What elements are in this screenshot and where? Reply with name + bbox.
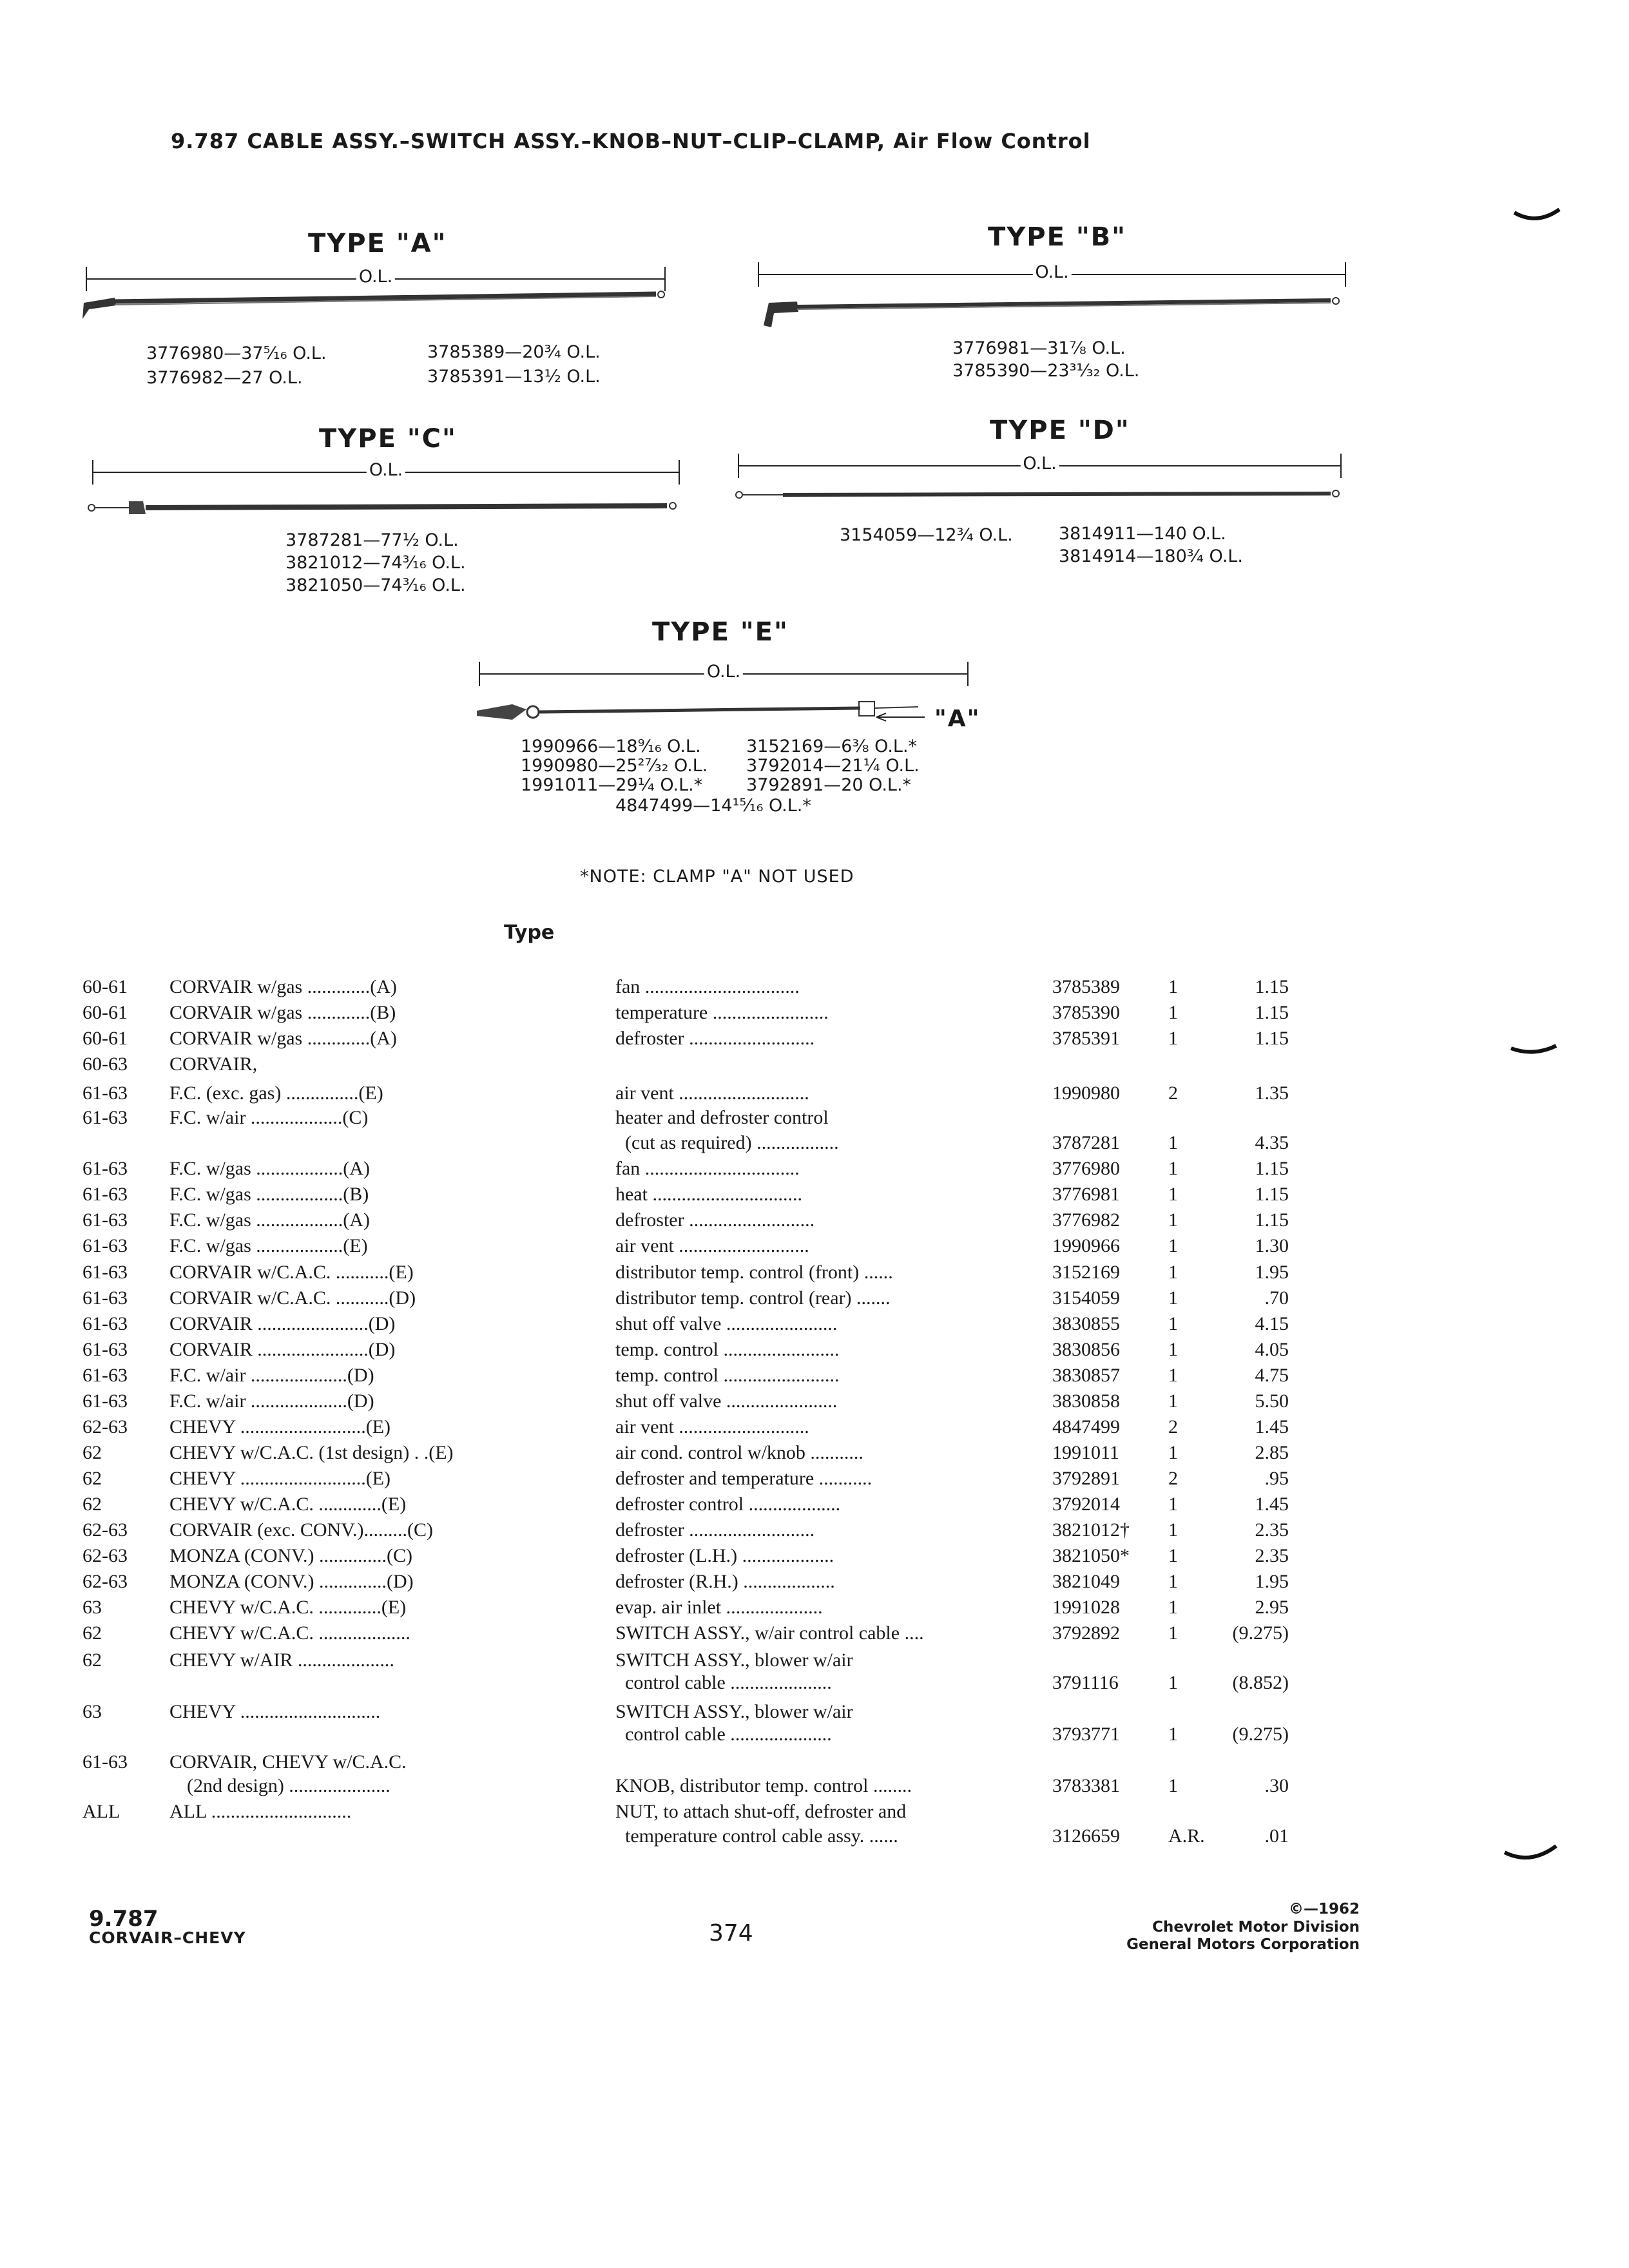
type-c-cable-illustration — [84, 490, 689, 522]
type-a-caption-3: 3785389—20¾ O.L. — [427, 342, 601, 362]
type-d-caption-1: 3154059—12¾ O.L. — [840, 525, 1013, 545]
row-description: defroster control ................... — [615, 1494, 841, 1515]
row-part-number: 3792891 — [1052, 1468, 1120, 1489]
row-quantity: 1 — [1168, 1365, 1178, 1386]
row-description: defroster .......................... — [615, 1519, 815, 1541]
row-year: 61-63 — [82, 1158, 128, 1179]
row-application: CHEVY w/C.A.C. (1st design) . .(E) — [169, 1442, 454, 1463]
row-quantity: 1 — [1168, 1597, 1178, 1618]
row-year: 61-63 — [82, 1235, 128, 1256]
type-a-ol-label: O.L. — [356, 267, 395, 287]
row-description: air vent ........................... — [615, 1416, 809, 1437]
row-part-number: 1991028 — [1052, 1597, 1120, 1618]
type-e-caption-4: 3152169—6⅜ O.L.* — [746, 736, 918, 756]
row-quantity: 1 — [1168, 1519, 1178, 1541]
row-part-number: 3792892 — [1052, 1622, 1120, 1644]
row-year: 61-63 — [82, 1390, 128, 1412]
section-title: 9.787 CABLE ASSY.–SWITCH ASSY.–KNOB–NUT–CLIP–CLAMP, Air Flow Control — [171, 129, 1091, 153]
row-description: fan ................................ — [615, 976, 800, 997]
row-application: CHEVY w/C.A.C. ................... — [169, 1622, 410, 1644]
row-description: temp. control ........................ — [615, 1365, 840, 1386]
row-description: SWITCH ASSY., blower w/air — [615, 1649, 853, 1671]
row-price: 4.05 — [1255, 1339, 1289, 1360]
row-price: 2.95 — [1255, 1597, 1289, 1618]
row-year: 62-63 — [82, 1571, 128, 1592]
type-c-caption-2: 3821012—74³⁄₁₆ O.L. — [285, 553, 466, 573]
type-b-cable-illustration — [751, 284, 1350, 335]
row-part-number: 3787281 — [1052, 1132, 1120, 1153]
row-application: CHEVY w/C.A.C. .............(E) — [169, 1494, 407, 1515]
row-part-number: 3830856 — [1052, 1339, 1120, 1360]
row-description: shut off valve ....................... — [615, 1390, 838, 1412]
type-e-caption-6: 3792891—20 O.L.* — [746, 775, 912, 795]
row-application: CORVAIR w/gas .............(A) — [169, 976, 397, 997]
type-b-caption-1: 3776981—31⅞ O.L. — [952, 338, 1126, 358]
row-part-number: 1990966 — [1052, 1235, 1120, 1256]
row-price: 1.45 — [1255, 1416, 1289, 1437]
row-quantity: 1 — [1168, 1724, 1178, 1745]
type-e-caption-3: 1991011—29¼ O.L.* — [521, 775, 703, 795]
row-quantity: 1 — [1168, 1235, 1178, 1256]
row-year: 60-61 — [82, 1002, 128, 1023]
row-part-number: 3792014 — [1052, 1494, 1120, 1515]
row-year: 62 — [82, 1494, 102, 1515]
row-part-number: 3821049 — [1052, 1571, 1120, 1592]
row-description: distributor temp. control (front) ...... — [615, 1262, 893, 1283]
row-year: 61-63 — [82, 1184, 128, 1205]
row-year: 62 — [82, 1622, 102, 1644]
row-description: air cond. control w/knob ........... — [615, 1442, 863, 1463]
row-quantity: 1 — [1168, 1442, 1178, 1463]
row-application: MONZA (CONV.) ..............(D) — [169, 1571, 414, 1592]
row-application: CORVAIR w/C.A.C. ...........(E) — [169, 1262, 414, 1283]
footer-section-number: 9.787 — [89, 1906, 159, 1932]
row-year: 63 — [82, 1597, 102, 1618]
type-c-ol-label: O.L. — [367, 460, 405, 480]
row-application: CHEVY ..........................(E) — [169, 1416, 391, 1437]
row-quantity: 1 — [1168, 1622, 1178, 1644]
row-year: 61-63 — [82, 1287, 128, 1309]
footer-corporation: General Motors Corporation — [1126, 1936, 1360, 1953]
row-application: CORVAIR w/gas .............(B) — [169, 1002, 396, 1023]
row-year: 62-63 — [82, 1545, 128, 1566]
row-description: defroster (R.H.) ................... — [615, 1571, 835, 1592]
row-quantity: 1 — [1168, 1672, 1178, 1693]
row-part-number: 3791116 — [1052, 1672, 1119, 1693]
type-d-dimension — [738, 452, 1342, 478]
row-quantity: 1 — [1168, 1287, 1178, 1309]
page-number: 374 — [709, 1920, 753, 1946]
row-application: CHEVY ............................. — [169, 1701, 381, 1722]
row-year: 61-63 — [82, 1107, 128, 1128]
row-quantity: 1 — [1168, 1158, 1178, 1179]
type-b-ol-label: O.L. — [1032, 262, 1071, 282]
row-description: heater and defroster control — [615, 1107, 829, 1128]
type-e-dimension — [479, 660, 969, 686]
row-quantity: 1 — [1168, 1262, 1178, 1283]
row-year: 61-63 — [82, 1339, 128, 1360]
row-part-number: 3785391 — [1052, 1028, 1120, 1049]
row-application: F.C. w/air ....................(D) — [169, 1365, 374, 1386]
row-application: CORVAIR w/C.A.C. ...........(D) — [169, 1287, 416, 1309]
row-part-number: 3830858 — [1052, 1390, 1120, 1412]
row-description: evap. air inlet .................... — [615, 1597, 823, 1618]
row-year: 60-63 — [82, 1053, 128, 1075]
row-year: 61-63 — [82, 1313, 128, 1334]
type-d-cable-illustration — [731, 483, 1350, 509]
row-quantity: 1 — [1168, 1028, 1178, 1049]
row-part-number: 3776981 — [1052, 1184, 1120, 1205]
row-price: 1.95 — [1255, 1571, 1289, 1592]
row-quantity: 1 — [1168, 1571, 1178, 1592]
row-description: temperature control cable assy. ...... — [625, 1825, 898, 1847]
type-b-caption-2: 3785390—23³¹⁄₃₂ O.L. — [952, 361, 1140, 381]
row-description: control cable ..................... — [625, 1672, 832, 1693]
row-part-number: 3821012† — [1052, 1519, 1130, 1541]
binding-mark-icon — [1508, 1041, 1559, 1066]
type-a-caption-4: 3785391—13½ O.L. — [427, 367, 601, 387]
type-e-caption-2: 1990980—25²⁷⁄₃₂ O.L. — [521, 756, 708, 776]
row-price: .01 — [1264, 1825, 1289, 1847]
row-price: .70 — [1264, 1287, 1289, 1309]
type-c-caption-1: 3787281—77½ O.L. — [285, 530, 459, 550]
row-price: 1.45 — [1255, 1494, 1289, 1515]
row-price: 1.35 — [1255, 1082, 1289, 1104]
row-price: 5.50 — [1255, 1390, 1289, 1412]
type-e-title: TYPE "E" — [652, 617, 789, 647]
row-quantity: 1 — [1168, 1545, 1178, 1566]
row-year: 62-63 — [82, 1519, 128, 1541]
row-description: control cable ..................... — [625, 1724, 832, 1745]
row-price: 2.85 — [1255, 1442, 1289, 1463]
clamp-note: *NOTE: CLAMP "A" NOT USED — [580, 867, 854, 887]
row-quantity: 1 — [1168, 1002, 1178, 1023]
row-price: (8.852) — [1232, 1672, 1289, 1693]
row-part-number: 4847499 — [1052, 1416, 1120, 1437]
row-application: F.C. w/gas ..................(A) — [169, 1158, 370, 1179]
type-e-ol-label: O.L. — [704, 662, 743, 682]
row-year: 61-63 — [82, 1082, 128, 1104]
type-b-dimension — [758, 261, 1346, 287]
type-d-title: TYPE "D" — [990, 416, 1130, 445]
type-c-title: TYPE "C" — [319, 424, 457, 454]
row-price: 2.35 — [1255, 1519, 1289, 1541]
row-description: defroster (L.H.) ................... — [615, 1545, 834, 1566]
row-year: ALL — [82, 1801, 120, 1822]
row-year: 61-63 — [82, 1209, 128, 1231]
row-description: SWITCH ASSY., blower w/air — [615, 1701, 853, 1722]
row-application: F.C. w/air ...................(C) — [169, 1107, 369, 1128]
type-a-caption-1: 3776980—37⁵⁄₁₆ O.L. — [146, 343, 327, 363]
row-quantity: 1 — [1168, 1184, 1178, 1205]
row-part-number: 1991011 — [1052, 1442, 1119, 1463]
row-part-number: 3154059 — [1052, 1287, 1120, 1309]
row-part-number: 3152169 — [1052, 1262, 1120, 1283]
row-application: F.C. (exc. gas) ...............(E) — [169, 1082, 383, 1104]
row-price: 1.30 — [1255, 1235, 1289, 1256]
row-quantity: 1 — [1168, 976, 1178, 997]
row-application: (2nd design) ..................... — [187, 1775, 390, 1796]
row-application: CORVAIR .......................(D) — [169, 1313, 396, 1334]
footer-model-line: CORVAIR–CHEVY — [89, 1928, 246, 1947]
row-application: ALL ............................. — [169, 1801, 352, 1822]
row-application: CORVAIR, CHEVY w/C.A.C. — [169, 1751, 407, 1773]
row-quantity: 2 — [1168, 1082, 1178, 1104]
row-description: shut off valve ....................... — [615, 1313, 838, 1334]
type-c-caption-3: 3821050—74³⁄₁₆ O.L. — [285, 575, 466, 595]
row-part-number: 3785389 — [1052, 976, 1120, 997]
row-description: SWITCH ASSY., w/air control cable .... — [615, 1622, 924, 1644]
row-application: CORVAIR .......................(D) — [169, 1339, 396, 1360]
row-price: 4.15 — [1255, 1313, 1289, 1334]
row-description: temp. control ........................ — [615, 1339, 840, 1360]
row-year: 62 — [82, 1468, 102, 1489]
row-description: distributor temp. control (rear) ....... — [615, 1287, 891, 1309]
row-price: 1.15 — [1255, 1158, 1289, 1179]
type-e-caption-5: 3792014—21¼ O.L. — [746, 756, 920, 776]
row-quantity: 1 — [1168, 1339, 1178, 1360]
row-year: 60-61 — [82, 1028, 128, 1049]
row-part-number: 1990980 — [1052, 1082, 1120, 1104]
row-year: 60-61 — [82, 976, 128, 997]
row-application: F.C. w/gas ..................(E) — [169, 1235, 368, 1256]
row-part-number: 3776982 — [1052, 1209, 1120, 1231]
row-description: NUT, to attach shut-off, defroster and — [615, 1801, 907, 1822]
footer-division: Chevrolet Motor Division — [1152, 1919, 1360, 1936]
row-year: 62 — [82, 1649, 102, 1671]
clamp-a-label: "A" — [934, 706, 981, 732]
row-price: (9.275) — [1232, 1724, 1289, 1745]
type-a-caption-2: 3776982—27 O.L. — [146, 368, 303, 388]
row-part-number: 3821050* — [1052, 1545, 1130, 1566]
row-application: CORVAIR (exc. CONV.).........(C) — [169, 1519, 433, 1541]
row-price: .95 — [1264, 1468, 1289, 1489]
row-year: 63 — [82, 1701, 102, 1722]
row-description: heat ............................... — [615, 1184, 802, 1205]
row-part-number: 3830855 — [1052, 1313, 1120, 1334]
type-a-title: TYPE "A" — [308, 229, 447, 258]
row-price: 1.15 — [1255, 1028, 1289, 1049]
row-application: CHEVY ..........................(E) — [169, 1468, 391, 1489]
row-description: fan ................................ — [615, 1158, 800, 1179]
row-quantity: 1 — [1168, 1390, 1178, 1412]
row-application: CHEVY w/C.A.C. .............(E) — [169, 1597, 407, 1618]
row-application: CHEVY w/AIR .................... — [169, 1649, 394, 1671]
row-price: 4.75 — [1255, 1365, 1289, 1386]
type-d-caption-2: 3814911—140 O.L. — [1059, 524, 1226, 544]
type-d-ol-label: O.L. — [1020, 454, 1059, 474]
row-price: (9.275) — [1232, 1622, 1289, 1644]
type-c-dimension — [92, 459, 680, 485]
row-description: defroster .......................... — [615, 1028, 815, 1049]
row-quantity: 2 — [1168, 1468, 1178, 1489]
row-description: air vent ........................... — [615, 1235, 809, 1256]
type-d-caption-3: 3814914—180¾ O.L. — [1059, 546, 1243, 566]
row-application: F.C. w/gas ..................(A) — [169, 1209, 370, 1231]
row-application: CORVAIR, — [169, 1053, 258, 1075]
binding-mark-icon — [1511, 206, 1563, 232]
row-application: MONZA (CONV.) ..............(C) — [169, 1545, 412, 1566]
type-column-header: Type — [504, 921, 555, 944]
row-application: CORVAIR w/gas .............(A) — [169, 1028, 397, 1049]
row-application: F.C. w/gas ..................(B) — [169, 1184, 369, 1205]
row-description: defroster .......................... — [615, 1209, 815, 1231]
row-year: 61-63 — [82, 1262, 128, 1283]
type-b-title: TYPE "B" — [988, 222, 1126, 252]
row-price: 1.95 — [1255, 1262, 1289, 1283]
row-quantity: 1 — [1168, 1775, 1178, 1796]
row-part-number: 3776980 — [1052, 1158, 1120, 1179]
row-price: 1.15 — [1255, 976, 1289, 997]
row-year: 62-63 — [82, 1416, 128, 1437]
row-quantity: 1 — [1168, 1313, 1178, 1334]
row-quantity: 1 — [1168, 1494, 1178, 1515]
row-part-number: 3783381 — [1052, 1775, 1120, 1796]
row-quantity: 1 — [1168, 1209, 1178, 1231]
row-description: KNOB, distributor temp. control ........ — [615, 1775, 912, 1796]
row-price: 2.35 — [1255, 1545, 1289, 1566]
row-price: .30 — [1264, 1775, 1289, 1796]
row-description: defroster and temperature ........... — [615, 1468, 872, 1489]
row-part-number: 3126659 — [1052, 1825, 1120, 1847]
type-e-cable-illustration — [474, 693, 944, 731]
row-part-number: 3793771 — [1052, 1724, 1120, 1745]
row-part-number: 3785390 — [1052, 1002, 1120, 1023]
row-quantity: 2 — [1168, 1416, 1178, 1437]
footer-copyright: ©—1962 — [1288, 1901, 1360, 1917]
row-description: (cut as required) ................. — [625, 1132, 839, 1153]
row-price: 1.15 — [1255, 1184, 1289, 1205]
row-application: F.C. w/air ....................(D) — [169, 1390, 374, 1412]
row-price: 4.35 — [1255, 1132, 1289, 1153]
binding-mark-icon — [1501, 1843, 1559, 1875]
row-year: 61-63 — [82, 1365, 128, 1386]
type-e-caption-1: 1990966—18⁹⁄₁₆ O.L. — [521, 736, 701, 756]
row-price: 1.15 — [1255, 1209, 1289, 1231]
row-price: 1.15 — [1255, 1002, 1289, 1023]
type-a-cable-illustration — [76, 284, 675, 329]
type-e-caption-7: 4847499—14¹⁵⁄₁₆ O.L.* — [615, 796, 811, 816]
row-quantity: A.R. — [1168, 1825, 1205, 1847]
row-description: temperature ........................ — [615, 1002, 829, 1023]
row-quantity: 1 — [1168, 1132, 1178, 1153]
row-year: 62 — [82, 1442, 102, 1463]
row-part-number: 3830857 — [1052, 1365, 1120, 1386]
row-description: air vent ........................... — [615, 1082, 809, 1104]
row-year: 61-63 — [82, 1751, 128, 1773]
